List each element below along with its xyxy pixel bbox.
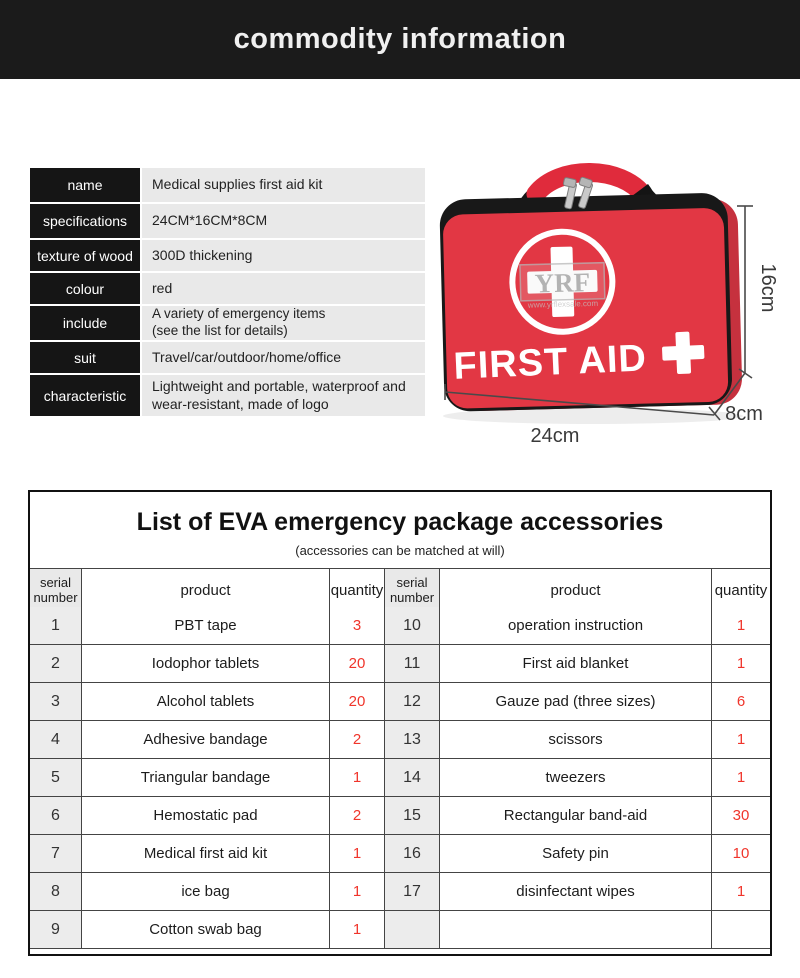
spec-value: red	[142, 273, 425, 304]
serial-cell: 6	[30, 797, 82, 835]
watermark-url-text: www.yrflexsale.com	[527, 298, 599, 310]
page-title: commodity information	[233, 23, 567, 55]
page-header	[0, 0, 800, 79]
serial-cell: 14	[385, 759, 440, 797]
product-cell: Medical first aid kit	[82, 835, 330, 873]
product-cell: tweezers	[440, 759, 712, 797]
product-cell: Triangular bandage	[82, 759, 330, 797]
serial-cell: 4	[30, 721, 82, 759]
dimension-height-label: 16cm	[757, 263, 779, 313]
spec-row-texture	[30, 240, 427, 271]
product-cell: Adhesive bandage	[82, 721, 330, 759]
product-cell: scissors	[440, 721, 712, 759]
spec-row-characteristic	[30, 375, 427, 416]
column-header-serial: serial number	[385, 569, 440, 613]
spec-label: characteristic	[30, 375, 140, 416]
quantity-cell: 1	[712, 873, 770, 911]
spec-label: include	[30, 306, 140, 340]
serial-cell: 9	[30, 911, 82, 949]
accessories-grid	[30, 568, 770, 949]
quantity-cell: 6	[712, 683, 770, 721]
serial-cell: 13	[385, 721, 440, 759]
column-header-quantity: quantity	[712, 569, 770, 613]
quantity-cell: 1	[712, 721, 770, 759]
first-aid-label: FIRST AID	[452, 337, 648, 388]
serial-cell: 10	[385, 607, 440, 645]
spec-row-colour	[30, 273, 427, 304]
serial-cell: 7	[30, 835, 82, 873]
accessories-table	[28, 490, 772, 956]
quantity-cell: 1	[330, 835, 385, 873]
spec-label: colour	[30, 273, 140, 304]
product-image	[428, 120, 788, 460]
product-cell: Hemostatic pad	[82, 797, 330, 835]
quantity-cell: 1	[330, 759, 385, 797]
spec-row-include	[30, 306, 427, 340]
serial-cell: 2	[30, 645, 82, 683]
product-cell: Gauze pad (three sizes)	[440, 683, 712, 721]
serial-cell: 15	[385, 797, 440, 835]
spec-table	[30, 168, 427, 418]
quantity-cell: 30	[712, 797, 770, 835]
spec-value: 24CM*16CM*8CM	[142, 204, 425, 238]
product-cell: Alcohol tablets	[82, 683, 330, 721]
serial-cell: 12	[385, 683, 440, 721]
yrf-watermark	[520, 263, 605, 310]
product-cell: operation instruction	[440, 607, 712, 645]
spec-value: Travel/car/outdoor/home/office	[142, 342, 425, 373]
quantity-cell: 1	[712, 645, 770, 683]
serial-cell-empty	[385, 911, 440, 949]
serial-cell: 8	[30, 873, 82, 911]
product-cell: PBT tape	[82, 607, 330, 645]
column-header-product: product	[440, 569, 712, 613]
column-header-quantity: quantity	[330, 569, 385, 613]
serial-cell: 11	[385, 645, 440, 683]
spec-row-name	[30, 168, 427, 202]
column-header-product: product	[82, 569, 330, 613]
serial-cell: 17	[385, 873, 440, 911]
quantity-cell: 20	[330, 683, 385, 721]
accessories-title: List of EVA emergency package accessories	[136, 508, 664, 536]
quantity-cell: 1	[330, 911, 385, 949]
quantity-cell-empty	[712, 911, 770, 949]
product-cell: Iodophor tablets	[82, 645, 330, 683]
spec-value-line2: (see the list for details)	[152, 323, 288, 338]
first-aid-bag-illustration	[428, 120, 788, 460]
product-cell: First aid blanket	[440, 645, 712, 683]
spec-value-line1: A variety of emergency items	[152, 306, 326, 322]
yrf-logo-text: YRF	[534, 267, 591, 299]
spec-row-suit	[30, 342, 427, 373]
product-cell: Cotton swab bag	[82, 911, 330, 949]
quantity-cell: 1	[712, 607, 770, 645]
spec-value: 300D thickening	[142, 240, 425, 271]
spec-row-specifications	[30, 204, 427, 238]
serial-cell: 3	[30, 683, 82, 721]
quantity-cell: 20	[330, 645, 385, 683]
product-cell: Safety pin	[440, 835, 712, 873]
spec-label: texture of wood	[30, 240, 140, 271]
serial-cell: 5	[30, 759, 82, 797]
dimension-depth-label: 8cm	[725, 403, 763, 425]
product-cell: disinfectant wipes	[440, 873, 712, 911]
spec-label: specifications	[30, 204, 140, 238]
spec-value: Lightweight and portable, waterproof and wear-resistant, made of logo	[142, 375, 425, 416]
quantity-cell: 1	[712, 759, 770, 797]
serial-cell: 16	[385, 835, 440, 873]
bag-body	[439, 173, 743, 412]
dimension-width-label: 24cm	[530, 425, 580, 447]
spec-value: Medical supplies first aid kit	[142, 168, 425, 202]
spec-label: name	[30, 168, 140, 202]
column-header-serial: serial number	[30, 569, 82, 613]
product-cell: Rectangular band-aid	[440, 797, 712, 835]
quantity-cell: 3	[330, 607, 385, 645]
serial-cell: 1	[30, 607, 82, 645]
quantity-cell: 10	[712, 835, 770, 873]
accessories-subtitle: (accessories can be matched at will)	[295, 543, 505, 558]
product-cell-empty	[440, 911, 712, 949]
spec-label: suit	[30, 342, 140, 373]
quantity-cell: 2	[330, 797, 385, 835]
spec-value	[142, 306, 425, 340]
product-cell: ice bag	[82, 873, 330, 911]
quantity-cell: 1	[330, 873, 385, 911]
quantity-cell: 2	[330, 721, 385, 759]
